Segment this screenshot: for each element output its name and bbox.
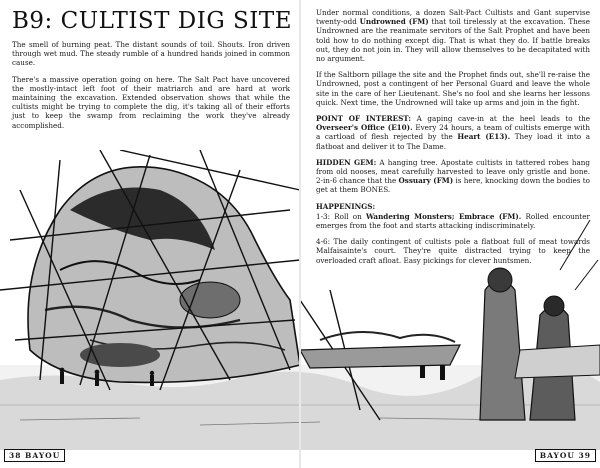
table-reference: Wandering Monsters; Embrace (FM).	[365, 211, 522, 221]
location-reference: Overseer's Office (E10).	[316, 123, 413, 133]
location-reference: Heart (E13).	[457, 132, 511, 142]
text-run: A hanging tree. Apostate cultists in tattered robes hang from old nooses, meat carefully harvested to leave only gristle and bone. 2-in-6 chance that the	[316, 157, 590, 186]
text-run: is here, knocking down the bodies to get at them BONES.	[316, 176, 590, 195]
section-heading: POINT OF INTEREST:	[316, 114, 412, 124]
section-heading: HIDDEN GEM:	[316, 157, 377, 167]
right-text-column	[316, 8, 590, 272]
saltborn-paragraph: If the Saltborn pillage the site and the Prophet finds out, she'll re-raise the Undrowned, post a contingent of her Personal Guard and leave the whole site in the care of her Lieutenant. She's no fool and she learns her lessons quick. Next time, the Undrowned will take up arms and join in the fight.	[316, 70, 590, 107]
boxed-read-aloud-text: The smell of burning peat. The distant sounds of toil. Shouts. Iron driven through wet mud. The steady rumble of a hundred hands joined in common cause.	[12, 40, 290, 68]
description-paragraph: There's a massive operation going on here. The Salt Pact have uncovered the mostly-intact left foot of their matriarch and are hard at work maintaining the excavation. Extended observation shows that while the cultists might be trying to complete the dig, it's taking all of their efforts just to keep the swamp from reclaiming the work they've already accomplished.	[12, 74, 290, 130]
left-text-column	[12, 40, 290, 137]
text-run: Under normal conditions, a dozen Salt-Pact Cultists and Gant supervise twenty-odd	[316, 8, 590, 27]
creature-reference: Ossuary (FM)	[398, 176, 454, 186]
happenings-heading: HAPPENINGS:	[316, 201, 376, 211]
hidden-gem	[316, 158, 590, 195]
text-run: Every 24 hours, a team of cultists emerge with a cartload of flesh rejected by the	[316, 123, 590, 142]
creature-reference: Undrowned (FM)	[359, 17, 429, 27]
happening-4-6: 4-6: The daily contingent of cultists pole a flatboat full of meat towards Malfaisainte's court. They're quite distracted trying to keep the overloaded craft afloat. Easy pickings for clever huntsmen.	[316, 237, 590, 265]
page-number-right: BAYOU 39	[535, 449, 596, 462]
happening-1-3	[316, 212, 590, 230]
page-number-left: 38 BAYOU	[4, 449, 65, 462]
text-run: They load it into a flatboat and deliver it to The Dame.	[316, 132, 590, 151]
point-of-interest	[316, 114, 590, 151]
page-title: B9: CULTIST DIG SITE	[12, 8, 292, 34]
undrowned-paragraph	[316, 8, 590, 63]
text-run: Rolled encounter emerges from the foot and starts attacking indiscriminately.	[316, 211, 590, 231]
text-run: that toil tirelessly at the excavation. These Undrowned are the reanimate servitors of the Salt Prophet and have been told how to do nothing except dig. That is what they do. If battle breaks out, they do not join in. They will allow themselves to be decapitated with no argument.	[316, 17, 590, 64]
text-run: A gaping cave-in at the heel leads to the	[411, 114, 590, 124]
text-run: 1-3: Roll on	[316, 211, 366, 221]
